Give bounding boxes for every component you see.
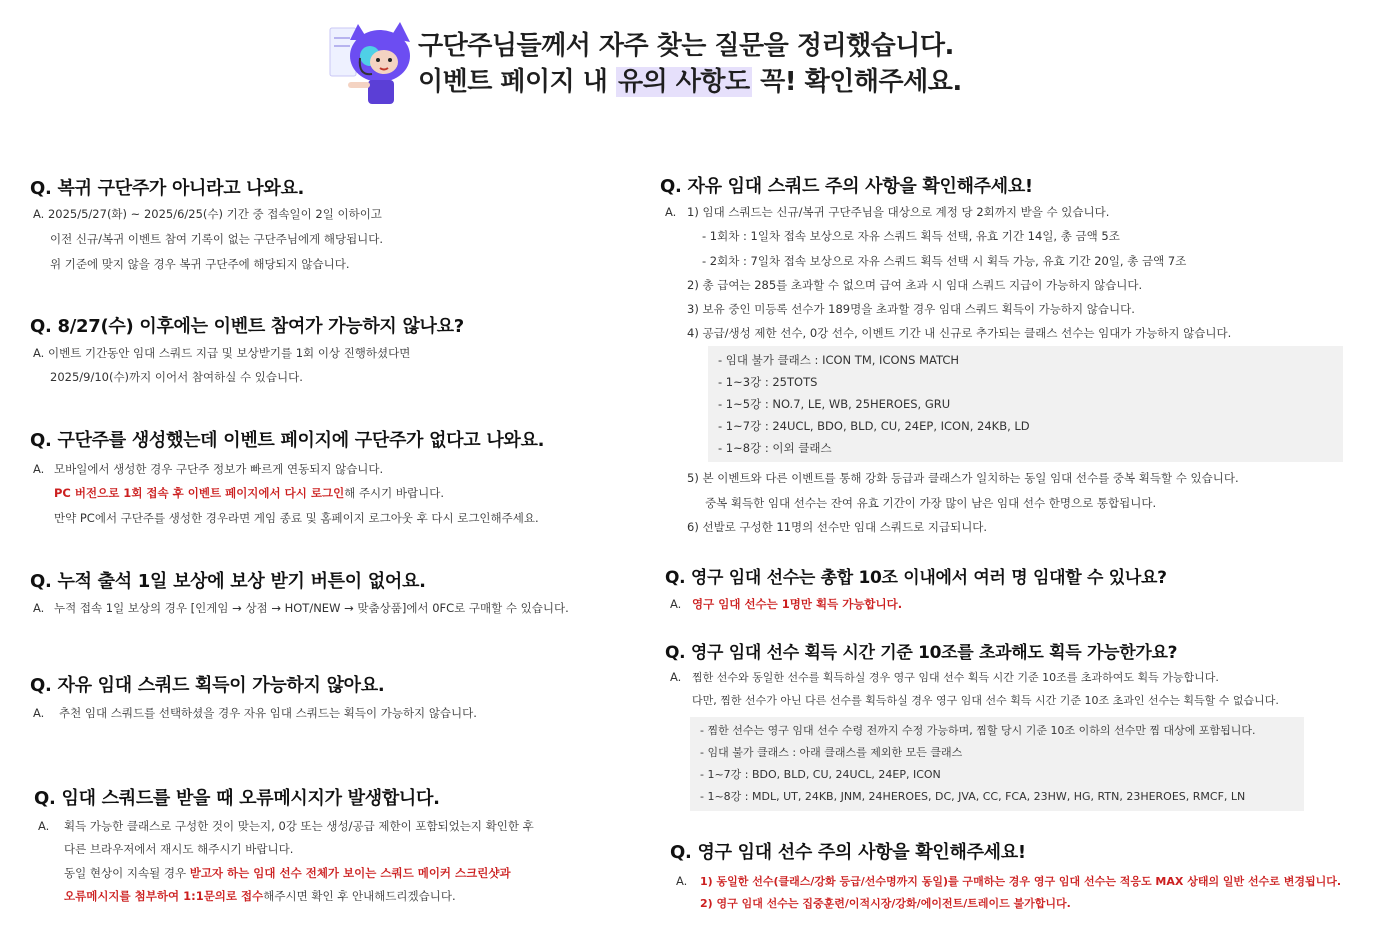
faq-answer-prefix: A.	[665, 205, 677, 219]
faq-answer-text: 해 주시기 바랍니다.	[344, 486, 445, 500]
box-line: - 1~7강 : 24UCL, BDO, BLD, CU, 24EP, ICON, 24KB, LD	[718, 419, 1030, 433]
faq-question-free-squad: Q. 자유 임대 스쿼드 획득이 가능하지 않아요.	[30, 675, 385, 696]
faq-answer-emphasis: 받고자 하는 임대 선수 전체가 보이는 스쿼드 메이커 스크린샷과	[189, 866, 511, 880]
faq-question-permanent-notice: Q. 영구 임대 선수 주의 사항을 확인해주세요!	[670, 842, 1026, 863]
faq-question-no-owner: Q. 구단주를 생성했는데 이벤트 페이지에 구단주가 없다고 나와요.	[30, 430, 545, 451]
faq-answer-emphasis: 2) 영구 임대 선수는 집중훈련/이적시장/강화/에이전트/트레이드 불가합니다.	[700, 897, 1071, 910]
faq-question-after-date: Q. 8/27(수) 이후에는 이벤트 참여가 가능하지 않나요?	[30, 316, 464, 337]
faq-answer-line: 찜한 선수와 동일한 선수를 획득하실 경우 영구 임대 선수 획득 시간 기준 10조를 초과하여도 획득 가능합니다.	[692, 671, 1219, 684]
faq-question-not-returning: Q. 복귀 구단주가 아니라고 나와요.	[30, 178, 305, 199]
faq-answer-line: 누적 접속 1일 보상의 경우 [인게임 → 상점 → HOT/NEW → 맞춤상품]에서 0FC로 구매할 수 있습니다.	[54, 601, 569, 615]
faq-answer-prefix: A.	[676, 874, 688, 888]
header-line2-pre: 이벤트 페이지 내	[418, 67, 616, 97]
faq-question-error-message: Q. 임대 스쿼드를 받을 때 오류메시지가 발생합니다.	[34, 788, 440, 809]
faq-answer-line: 1) 임대 스쿼드는 신규/복귀 구단주님을 대상으로 계정 당 2회까지 받을 수 있습니다.	[687, 205, 1110, 219]
box-line: - 임대 불가 클래스 : ICON TM, ICONS MATCH	[718, 353, 960, 367]
header-highlight: 유의 사항도	[617, 67, 750, 97]
faq-answer-line: 6) 선발로 구성한 11명의 선수만 임대 스쿼드로 지급되니다.	[687, 520, 988, 534]
box-line: - 1~8강 : MDL, UT, 24KB, JNM, 24HEROES, DC, JVA, CC, FCA, 23HW, HG, RTN, 23HEROES, RMCF, LN	[700, 790, 1246, 803]
faq-answer-line: 추천 임대 스쿼드를 선택하셨을 경우 자유 임대 스쿼드는 획득이 가능하지 않습니다.	[59, 706, 477, 720]
faq-answer-line: 이전 신규/복귀 이벤트 참여 기록이 없는 구단주님에게 해당됩니다.	[50, 232, 384, 246]
page-header	[328, 18, 1028, 108]
faq-answer-line: - 2회차 : 7일차 접속 보상으로 자유 스쿼드 획득 선택 시 획득 가능, 유효 기간 20일, 총 금액 7조	[702, 254, 1187, 268]
faq-answer-line: 다른 브라우저에서 재시도 해주시기 바랍니다.	[64, 842, 294, 856]
faq-question-attendance-reward: Q. 누적 출석 1일 보상에 보상 받기 버튼이 없어요.	[30, 571, 426, 592]
box-line: - 찜한 선수는 영구 임대 선수 수령 전까지 수정 가능하며, 찜할 당시 기준 10조 이하의 선수만 찜 대상에 포함됩니다.	[700, 724, 1256, 737]
header-line2	[418, 64, 962, 100]
faq-answer-line: 4) 공급/생성 제한 선수, 0강 선수, 이벤트 기간 내 신규로 추가되는 클래스 선수는 임대가 가능하지 않습니다.	[687, 326, 1232, 340]
faq-answer-prefix: A.	[38, 819, 50, 833]
faq-answer-line: 3) 보유 중인 미등록 선수가 189명을 초과할 경우 임대 스쿼드 획득이 가능하지 않습니다.	[687, 302, 1135, 316]
faq-answer-line: - 1회차 : 1일차 접속 보상으로 자유 스쿼드 획득 선택, 유효 기간 14일, 총 금액 5조	[702, 229, 1120, 243]
faq-answer-emphasis: 오류메시지를 첨부하여 1:1문의로 접수	[64, 889, 264, 903]
faq-answer-line: 위 기준에 맞지 않을 경우 복귀 구단주에 해당되지 않습니다.	[50, 257, 350, 271]
faq-answer-line: 획득 가능한 클래스로 구성한 것이 맞는지, 0강 또는 생성/공급 제한이 포함되었는지 확인한 후	[64, 819, 534, 833]
header-line2-post: 꼭! 확인해주세요.	[751, 67, 962, 97]
faq-answer-emphasis: PC 버전으로 1회 접속 후 이벤트 페이지에서 다시 로그인	[54, 486, 345, 500]
faq-answer-line: 중복 획득한 임대 선수는 잔여 유효 기간이 가장 많이 남은 임대 선수 한명으로 통합됩니다.	[705, 496, 1157, 510]
faq-answer-line	[64, 884, 456, 909]
faq-answer-prefix: A.	[670, 670, 682, 684]
class-restriction-box	[708, 346, 1343, 462]
box-line: - 1~8강 : 이외 클래스	[718, 441, 832, 455]
faq-answer-line: 2) 총 급여는 285를 초과할 수 없으며 급여 초과 시 임대 스쿼드 지급이 가능하지 않습니다.	[687, 278, 1143, 292]
box-line: - 1~7강 : BDO, BLD, CU, 24UCL, 24EP, ICON	[700, 768, 941, 781]
faq-answer-emphasis: 1) 동일한 선수(클래스/강화 등급/선수명까지 동일)를 구매하는 경우 영구 임대 선수는 적응도 MAX 상태의 일반 선수로 변경됩니다.	[700, 875, 1342, 888]
faq-answer-emphasis: 영구 임대 선수는 1명만 획득 가능합니다.	[692, 597, 903, 611]
wishlist-restriction-box	[690, 717, 1304, 811]
header-text	[418, 28, 962, 100]
faq-question-free-squad-notice: Q. 자유 임대 스쿼드 주의 사항을 확인해주세요!	[660, 176, 1033, 197]
header-line1: 구단주님들께서 자주 찾는 질문을 정리했습니다.	[418, 31, 954, 61]
faq-answer-prefix: A.	[33, 462, 45, 476]
box-line: - 임대 불가 클래스 : 아래 클래스를 제외한 모든 클래스	[700, 746, 963, 759]
faq-answer-line: A. 이벤트 기간동안 임대 스쿼드 지급 및 보상받기를 1회 이상 진행하셨다면	[33, 346, 411, 360]
faq-answer-prefix: A.	[33, 706, 45, 720]
box-line: - 1~3강 : 25TOTS	[718, 375, 818, 389]
box-line: - 1~5강 : NO.7, LE, WB, 25HEROES, GRU	[718, 397, 951, 411]
faq-answer-prefix: A.	[33, 601, 45, 615]
faq-answer-line	[64, 861, 511, 886]
faq-answer-prefix: A.	[670, 597, 682, 611]
faq-answer-line: 모바일에서 생성한 경우 구단주 정보가 빠르게 연동되지 않습니다.	[54, 462, 384, 476]
faq-answer-text: 해주시면 확인 후 안내해드리겠습니다.	[263, 889, 456, 903]
faq-answer-line: 다만, 찜한 선수가 아닌 다른 선수를 획득하실 경우 영구 임대 선수 획득 시간 기준 10조 초과인 선수는 획득할 수 없습니다.	[692, 694, 1279, 707]
faq-answer-text: 동일 현상이 지속될 경우	[64, 866, 190, 880]
faq-answer-line: 만약 PC에서 구단주를 생성한 경우라면 게임 종료 및 홈페이지 로그아웃 후 다시 로그인해주세요.	[54, 511, 539, 525]
faq-answer-line	[54, 481, 444, 506]
faq-question-over-limit: Q. 영구 임대 선수 획득 시간 기준 10조를 초과해도 획득 가능한가요?	[665, 643, 1178, 663]
faq-question-multiple-loan: Q. 영구 임대 선수는 총합 10조 이내에서 여러 명 임대할 수 있나요?	[665, 568, 1167, 588]
mascot-illustration	[328, 18, 416, 106]
faq-answer-line: 5) 본 이벤트와 다른 이벤트를 통해 강화 등급과 클래스가 일치하는 동일 임대 선수를 중복 획득할 수 있습니다.	[687, 471, 1239, 485]
faq-answer-line: A. 2025/5/27(화) ~ 2025/6/25(수) 기간 중 접속일이 2일 이하이고	[33, 207, 382, 221]
faq-answer-line: 2025/9/10(수)까지 이어서 참여하실 수 있습니다.	[50, 370, 303, 384]
